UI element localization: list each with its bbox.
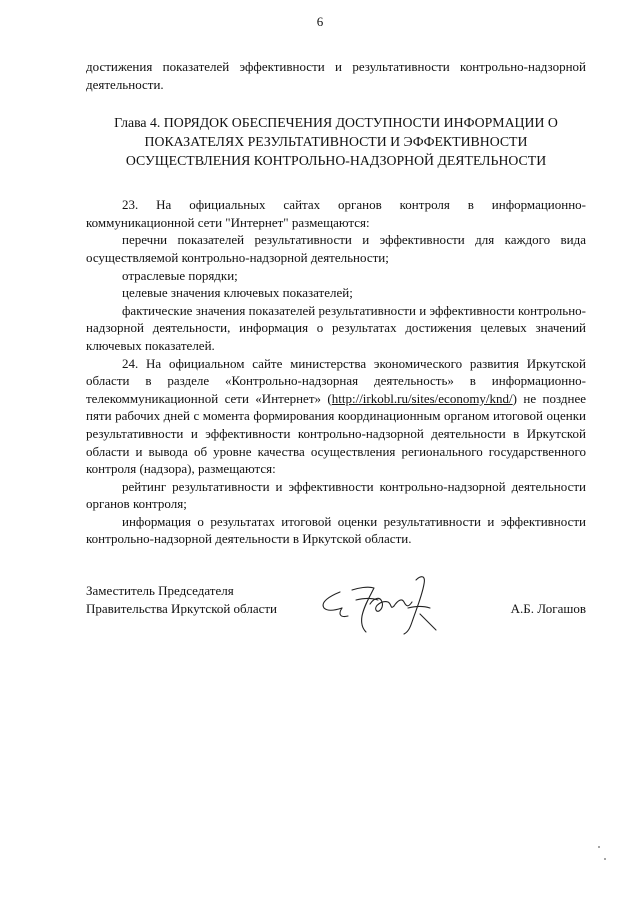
handwritten-signature <box>312 570 452 638</box>
section-23-item: фактические значения показателей результативности и эффективности контрольно-надзорной деятельности, информация о результатах достижения целевых значений ключевых показателей. <box>86 302 586 353</box>
section-24-lead-part1: 24. На официальном сайте министерства экономического развития Иркутской области в разделе «Контрольно-надзорная деятельность» в информационно-телекоммуникационной сети «Интернет» ( <box>86 355 586 406</box>
section-24-item: информация о результатах итоговой оценки результативности и эффективности контрольно-надзорной деятельности в Иркутской области. <box>86 513 586 547</box>
section-23-item: целевые значения ключевых показателей; <box>122 285 353 301</box>
intro-paragraph: достижения показателей эффективности и результативности контрольно-надзорной деятельности. <box>86 59 586 92</box>
section-23-item: отраслевые порядки; <box>122 267 238 283</box>
scan-artifact-dot <box>598 846 600 848</box>
scan-artifact-dot <box>604 858 606 860</box>
signatory-name: А.Б. Логашов <box>510 601 586 616</box>
signatory-position <box>86 582 277 618</box>
signatory-position-line2: Правительства Иркутской области <box>86 601 278 616</box>
section-23-item: перечни показателей результативности и эффективности для каждого вида осуществляемой контрольно-надзорной деятельности; <box>86 232 586 265</box>
section-24-item: рейтинг результативности и эффективности контрольно-надзорной деятельности органов контроля; <box>86 478 586 512</box>
economy-knd-link[interactable]: http://irkobl.ru/sites/economy/knd/ <box>331 390 513 406</box>
section-24-lead <box>86 355 586 478</box>
section-23-lead: 23. На официальных сайтах органов контроля в информационно-коммуникационной сети "Интернет" размещаются: <box>86 197 586 230</box>
signatory-position-line1: Заместитель Председателя <box>86 583 234 598</box>
document-body <box>86 58 586 548</box>
section-24-lead-part2: ) не позднее пяти рабочих дней с момента формирования координационным органом итоговой оценки результативности и эффективности контрольно-надзорной деятельности в Иркутской области и вывода об уровне качества осуществления регионального государственного контроля (надзора), размещаются: <box>86 390 586 477</box>
page-number: 6 <box>316 14 324 29</box>
chapter-heading: Глава 4. ПОРЯДОК ОБЕСПЕЧЕНИЯ ДОСТУПНОСТИ ИНФОРМАЦИИ О ПОКАЗАТЕЛЯХ РЕЗУЛЬТАТИВНОСТИ И ЭФФЕКТИВНОСТИ ОСУЩЕСТВЛЕНИЯ КОНТРОЛЬНО-НАДЗОРНОЙ ДЕЯТЕЛЬНОСТИ <box>114 115 558 169</box>
signature-block <box>86 582 586 642</box>
